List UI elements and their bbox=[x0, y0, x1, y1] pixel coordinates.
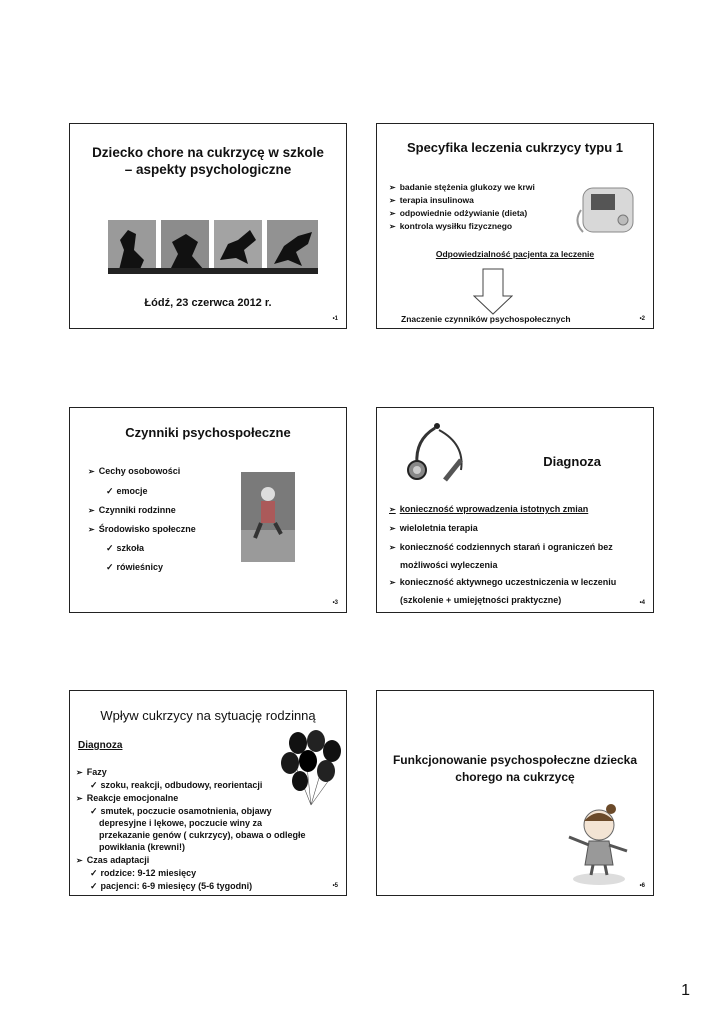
list-item: ✓ rodzice: 9-12 miesięcy bbox=[90, 867, 196, 880]
list-item: ➢ Czas adaptacji bbox=[76, 854, 149, 867]
list-item: ➢ Fazy bbox=[76, 766, 107, 779]
list-item: ➢ terapia insulinowa bbox=[389, 194, 474, 207]
list-item: ➢ konieczność wprowadzenia istotnych zmian bbox=[389, 503, 588, 516]
list-item-continued: (szkolenie + umiejętności praktyczne) bbox=[400, 595, 562, 605]
slide-number: •6 bbox=[639, 883, 645, 889]
slide-number: •3 bbox=[332, 600, 338, 606]
girl-cartoon-image bbox=[563, 803, 633, 885]
list-item: ✓ smutek, poczucie osamotnienia, objawy bbox=[90, 805, 272, 818]
slide-2-title: Specyfika leczenia cukrzycy typu 1 bbox=[406, 140, 624, 155]
list-item: ➢ Środowisko społeczne bbox=[88, 523, 196, 536]
slide-3 bbox=[69, 407, 347, 613]
slide-number: •5 bbox=[332, 883, 338, 889]
slide-1-footer: Łódź, 23 czerwca 2012 r. bbox=[144, 297, 272, 309]
slide-6 bbox=[376, 690, 654, 896]
list-item: ➢ Czynniki rodzinne bbox=[88, 504, 176, 517]
list-item: ➢ badanie stężenia glukozy we krwi bbox=[389, 181, 535, 194]
slide-5 bbox=[69, 690, 347, 896]
list-item: ✓ szkoła bbox=[106, 542, 144, 555]
child-photo bbox=[241, 472, 295, 562]
stethoscope-icon bbox=[395, 420, 475, 486]
list-item: ➢ Cechy osobowości bbox=[88, 465, 180, 478]
slide-5-subtitle: Diagnoza bbox=[78, 740, 123, 751]
list-item-continued: depresyjne i lękowe, poczucie winy za bbox=[99, 818, 263, 828]
list-item-continued: możliwości wyleczenia bbox=[400, 560, 498, 570]
page-number: 1 bbox=[681, 982, 690, 999]
slide-number: •4 bbox=[639, 600, 645, 606]
list-item-continued: powikłania (krewni!) bbox=[99, 842, 186, 852]
insulin-pump-image bbox=[573, 182, 637, 240]
list-item: ➢ wieloletnia terapia bbox=[389, 522, 478, 535]
list-item: ✓ emocje bbox=[106, 485, 148, 498]
slide-4 bbox=[376, 407, 654, 613]
bottom-text: Znaczenie czynników psychospołecznych bbox=[401, 314, 571, 324]
slide-3-title: Czynniki psychospołeczne bbox=[125, 425, 291, 440]
list-item: ➢ kontrola wysiłku fizycznego bbox=[389, 220, 512, 233]
list-item: ✓ szoku, reakcji, odbudowy, reorientacji bbox=[90, 779, 262, 792]
slide-number: •2 bbox=[639, 316, 645, 322]
list-item-continued: przekazanie genów ( cukrzycy), obawa o odległe bbox=[99, 830, 306, 840]
list-item: ➢ konieczność aktywnego uczestniczenia w leczeniu bbox=[389, 576, 616, 589]
balloons-image bbox=[276, 727, 346, 807]
slide-2 bbox=[376, 123, 654, 329]
silhouettes-image bbox=[108, 220, 318, 274]
list-item: ➢ Reakcje emocjonalne bbox=[76, 792, 178, 805]
slide-6-title: Funkcjonowanie psychospołeczne dziecka chorego na cukrzycę bbox=[392, 753, 638, 784]
responsibility-text: Odpowiedzialność pacjenta za leczenie bbox=[435, 249, 595, 259]
list-item: ✓ rówieśnicy bbox=[106, 561, 163, 574]
slide-4-title: Diagnoza bbox=[543, 454, 601, 469]
list-item: ✓ pacjenci: 6-9 miesięcy (5-6 tygodni) bbox=[90, 880, 252, 893]
slide-1 bbox=[69, 123, 347, 329]
list-item: ➢ konieczność codziennych starań i ograniczeń bez bbox=[389, 541, 613, 554]
down-arrow-icon bbox=[473, 268, 513, 316]
slide-1-title: Dziecko chore na cukrzycę w szkole – aspekty psychologiczne bbox=[92, 145, 324, 177]
slide-5-title: Wpływ cukrzycy na sytuację rodzinną bbox=[100, 708, 316, 723]
slide-number: •1 bbox=[332, 316, 338, 322]
list-item: ➢ odpowiednie odżywianie (dieta) bbox=[389, 207, 527, 220]
